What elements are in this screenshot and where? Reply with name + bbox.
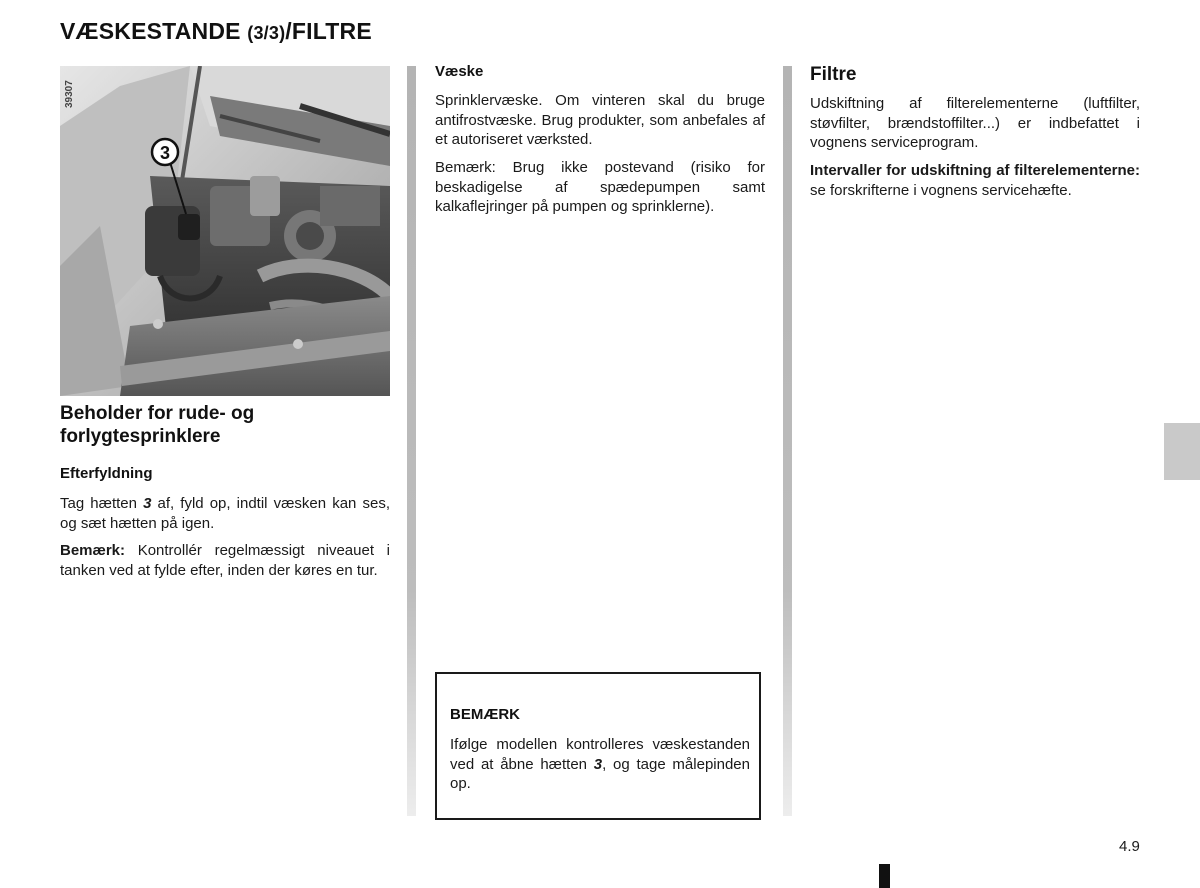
column-separator-left <box>407 66 416 816</box>
chapter-tab <box>1164 423 1200 480</box>
left-subheading: Efterfyldning <box>60 465 153 482</box>
middle-heading: Væske <box>435 63 484 80</box>
note-text: Ifølge modellen kontrolleres væskestanden ved at åbne hætten 3, og tage målepinden op. <box>450 736 750 792</box>
left-paragraph-1: Tag hætten 3 af, fyld op, indtil væsken kan ses, og sæt hætten på igen. <box>60 495 390 532</box>
right-heading: Filtre <box>810 64 857 85</box>
right-paragraph-1: Udskiftning af filterelementerne (luftfilter, støvfilter, brændstoffilter...) er indbefattet i vognens serviceprogram. <box>810 95 1140 151</box>
callout-number: 3 <box>159 143 171 163</box>
page-title: VÆSKESTANDE (3/3)/FILTRE <box>60 18 372 44</box>
column-separator-right <box>783 66 792 816</box>
right-paragraph-2: Intervaller for udskiftning af filterelementerne: se forskrifterne i vognens servicehæfte. <box>810 162 1140 199</box>
note-box <box>435 672 761 820</box>
middle-paragraph-2: Bemærk: Brug ikke postevand (risiko for beskadigelse af spædepumpen samt kalkaflejringer på pumpen og sprinklerne). <box>435 159 765 215</box>
engine-bay-illustration <box>60 66 390 396</box>
page-number: 4.9 <box>1119 838 1140 855</box>
note-title: BEMÆRK <box>450 706 520 723</box>
left-heading: Beholder for rude- og forlygtesprinklere <box>60 403 255 447</box>
page-edge-mark <box>879 864 890 888</box>
figure-code: 39307 <box>64 80 75 108</box>
left-paragraph-2: Bemærk: Kontrollér regelmæssigt niveauet i tanken ved at fylde efter, inden der køres en tur. <box>60 542 390 579</box>
middle-paragraph-1: Sprinklervæske. Om vinteren skal du bruge antifrostvæske. Brug produkter, som anbefales af et autoriseret værksted. <box>435 92 765 148</box>
